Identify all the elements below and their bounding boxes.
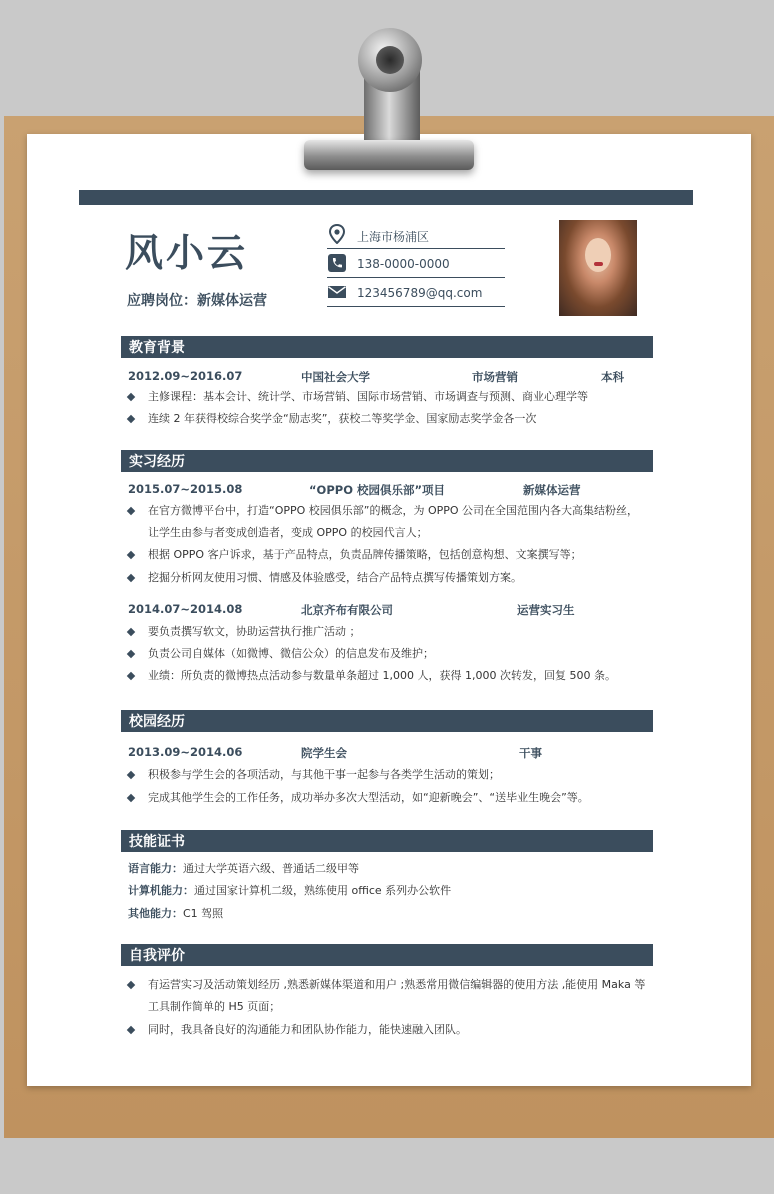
job1-org: “OPPO 校园俱乐部”项目: [309, 483, 446, 497]
header-bar: [79, 190, 693, 205]
education-title: 教育背景: [129, 340, 185, 356]
skills-section-header: [121, 830, 653, 852]
job1-period: 2015.07~2015.08: [128, 482, 243, 496]
list-item: 要负责撰写软文，协助运营执行推广活动 ；: [128, 621, 648, 643]
job2-org: 北京齐布有限公司: [301, 603, 393, 617]
mail-icon: [327, 282, 347, 302]
internship-section-header: [121, 450, 653, 472]
contact-email: [327, 284, 505, 307]
campus-period: 2013.09~2014.06: [128, 745, 243, 759]
list-item: 根据 OPPO 客户诉求，基于产品特点，负责品牌传播策略，包括创意构想、文案撰写等；: [128, 544, 648, 566]
profile-photo: [559, 220, 637, 316]
list-item: 负责公司自媒体（如微博、微信公众）的信息发布及维护；: [128, 643, 648, 665]
job2-role: 运营实习生: [517, 603, 575, 617]
campus-role: 干事: [519, 746, 542, 760]
list-item: 主修课程：基本会计、统计学、市场营销、国际市场营销、市场调查与预测、商业心理学等: [128, 386, 648, 408]
list-item: 挖掘分析网友使用习惯、情感及体验感受，结合产品特点撰写传播策划方案。: [128, 567, 648, 589]
skills-title: 技能证书: [129, 834, 185, 850]
education-major: 市场营销: [472, 370, 518, 384]
binder-clip-hole: [376, 46, 404, 74]
list-item: 在官方微博平台中，打造“OPPO 校园俱乐部”的概念，为 OPPO 公司在全国范围内各大高集结粉丝，让学生由参与者变成创造者，变成 OPPO 的校园代言人；: [128, 500, 648, 544]
photo-face: [585, 238, 611, 272]
campus-title: 校园经历: [129, 714, 185, 730]
contact-address: [327, 226, 505, 249]
phone-text: 138-0000-0000: [357, 257, 450, 271]
self-eval-section-header: [121, 944, 653, 966]
photo-lips: [594, 262, 603, 266]
location-pin-icon: [327, 224, 347, 244]
list-item: 业绩：所负责的微博热点活动参与数量单条超过 1,000 人，获得 1,000 次转发，回复 500 条。: [128, 665, 648, 687]
list-item: 积极参与学生会的各项活动，与其他干事一起参与各类学生活动的策划；: [128, 764, 648, 786]
list-item: 完成其他学生会的工作任务，成功举办多次大型活动，如“迎新晚会”、“送毕业生晚会”等。: [128, 787, 648, 809]
skill-computer: 计算机能力：通过国家计算机二级，熟练使用 office 系列办公软件: [128, 884, 452, 897]
education-school: 中国社会大学: [301, 370, 370, 384]
campus-org: 院学生会: [301, 746, 347, 760]
phone-icon: [327, 253, 347, 273]
job2-period: 2014.07~2014.08: [128, 602, 243, 616]
job1-role: 新媒体运营: [523, 483, 581, 497]
self-eval-title: 自我评价: [129, 948, 185, 964]
binder-clip-base: [304, 140, 474, 170]
education-period: 2012.09~2016.07: [128, 369, 243, 383]
list-item: 连续 2 年获得校综合奖学金“励志奖”，获校二等奖学金、国家励志奖学金各一次: [128, 408, 648, 430]
skill-language: 语言能力：通过大学英语六级、普通话二级甲等: [128, 862, 359, 875]
address-text: 上海市杨浦区: [357, 230, 430, 244]
skill-other: 其他能力：C1 驾照: [128, 907, 224, 920]
list-item: 同时，我具备良好的沟通能力和团队协作能力，能快速融入团队。: [128, 1019, 648, 1041]
campus-section-header: [121, 710, 653, 732]
resume-paper: [27, 134, 751, 1086]
candidate-name: 风小云: [125, 231, 249, 275]
education-section-header: [121, 336, 653, 358]
education-degree: 本科: [601, 370, 624, 384]
position-applied: 应聘岗位：新媒体运营: [127, 293, 267, 309]
internship-title: 实习经历: [129, 454, 185, 470]
email-text: 123456789@qq.com: [357, 286, 483, 300]
contact-phone: [327, 255, 505, 278]
list-item: 有运营实习及活动策划经历 ,熟悉新媒体渠道和用户 ;熟悉常用微信编辑器的使用方法 ,能使用 Maka 等工具制作简单的 H5 页面；: [128, 974, 648, 1018]
